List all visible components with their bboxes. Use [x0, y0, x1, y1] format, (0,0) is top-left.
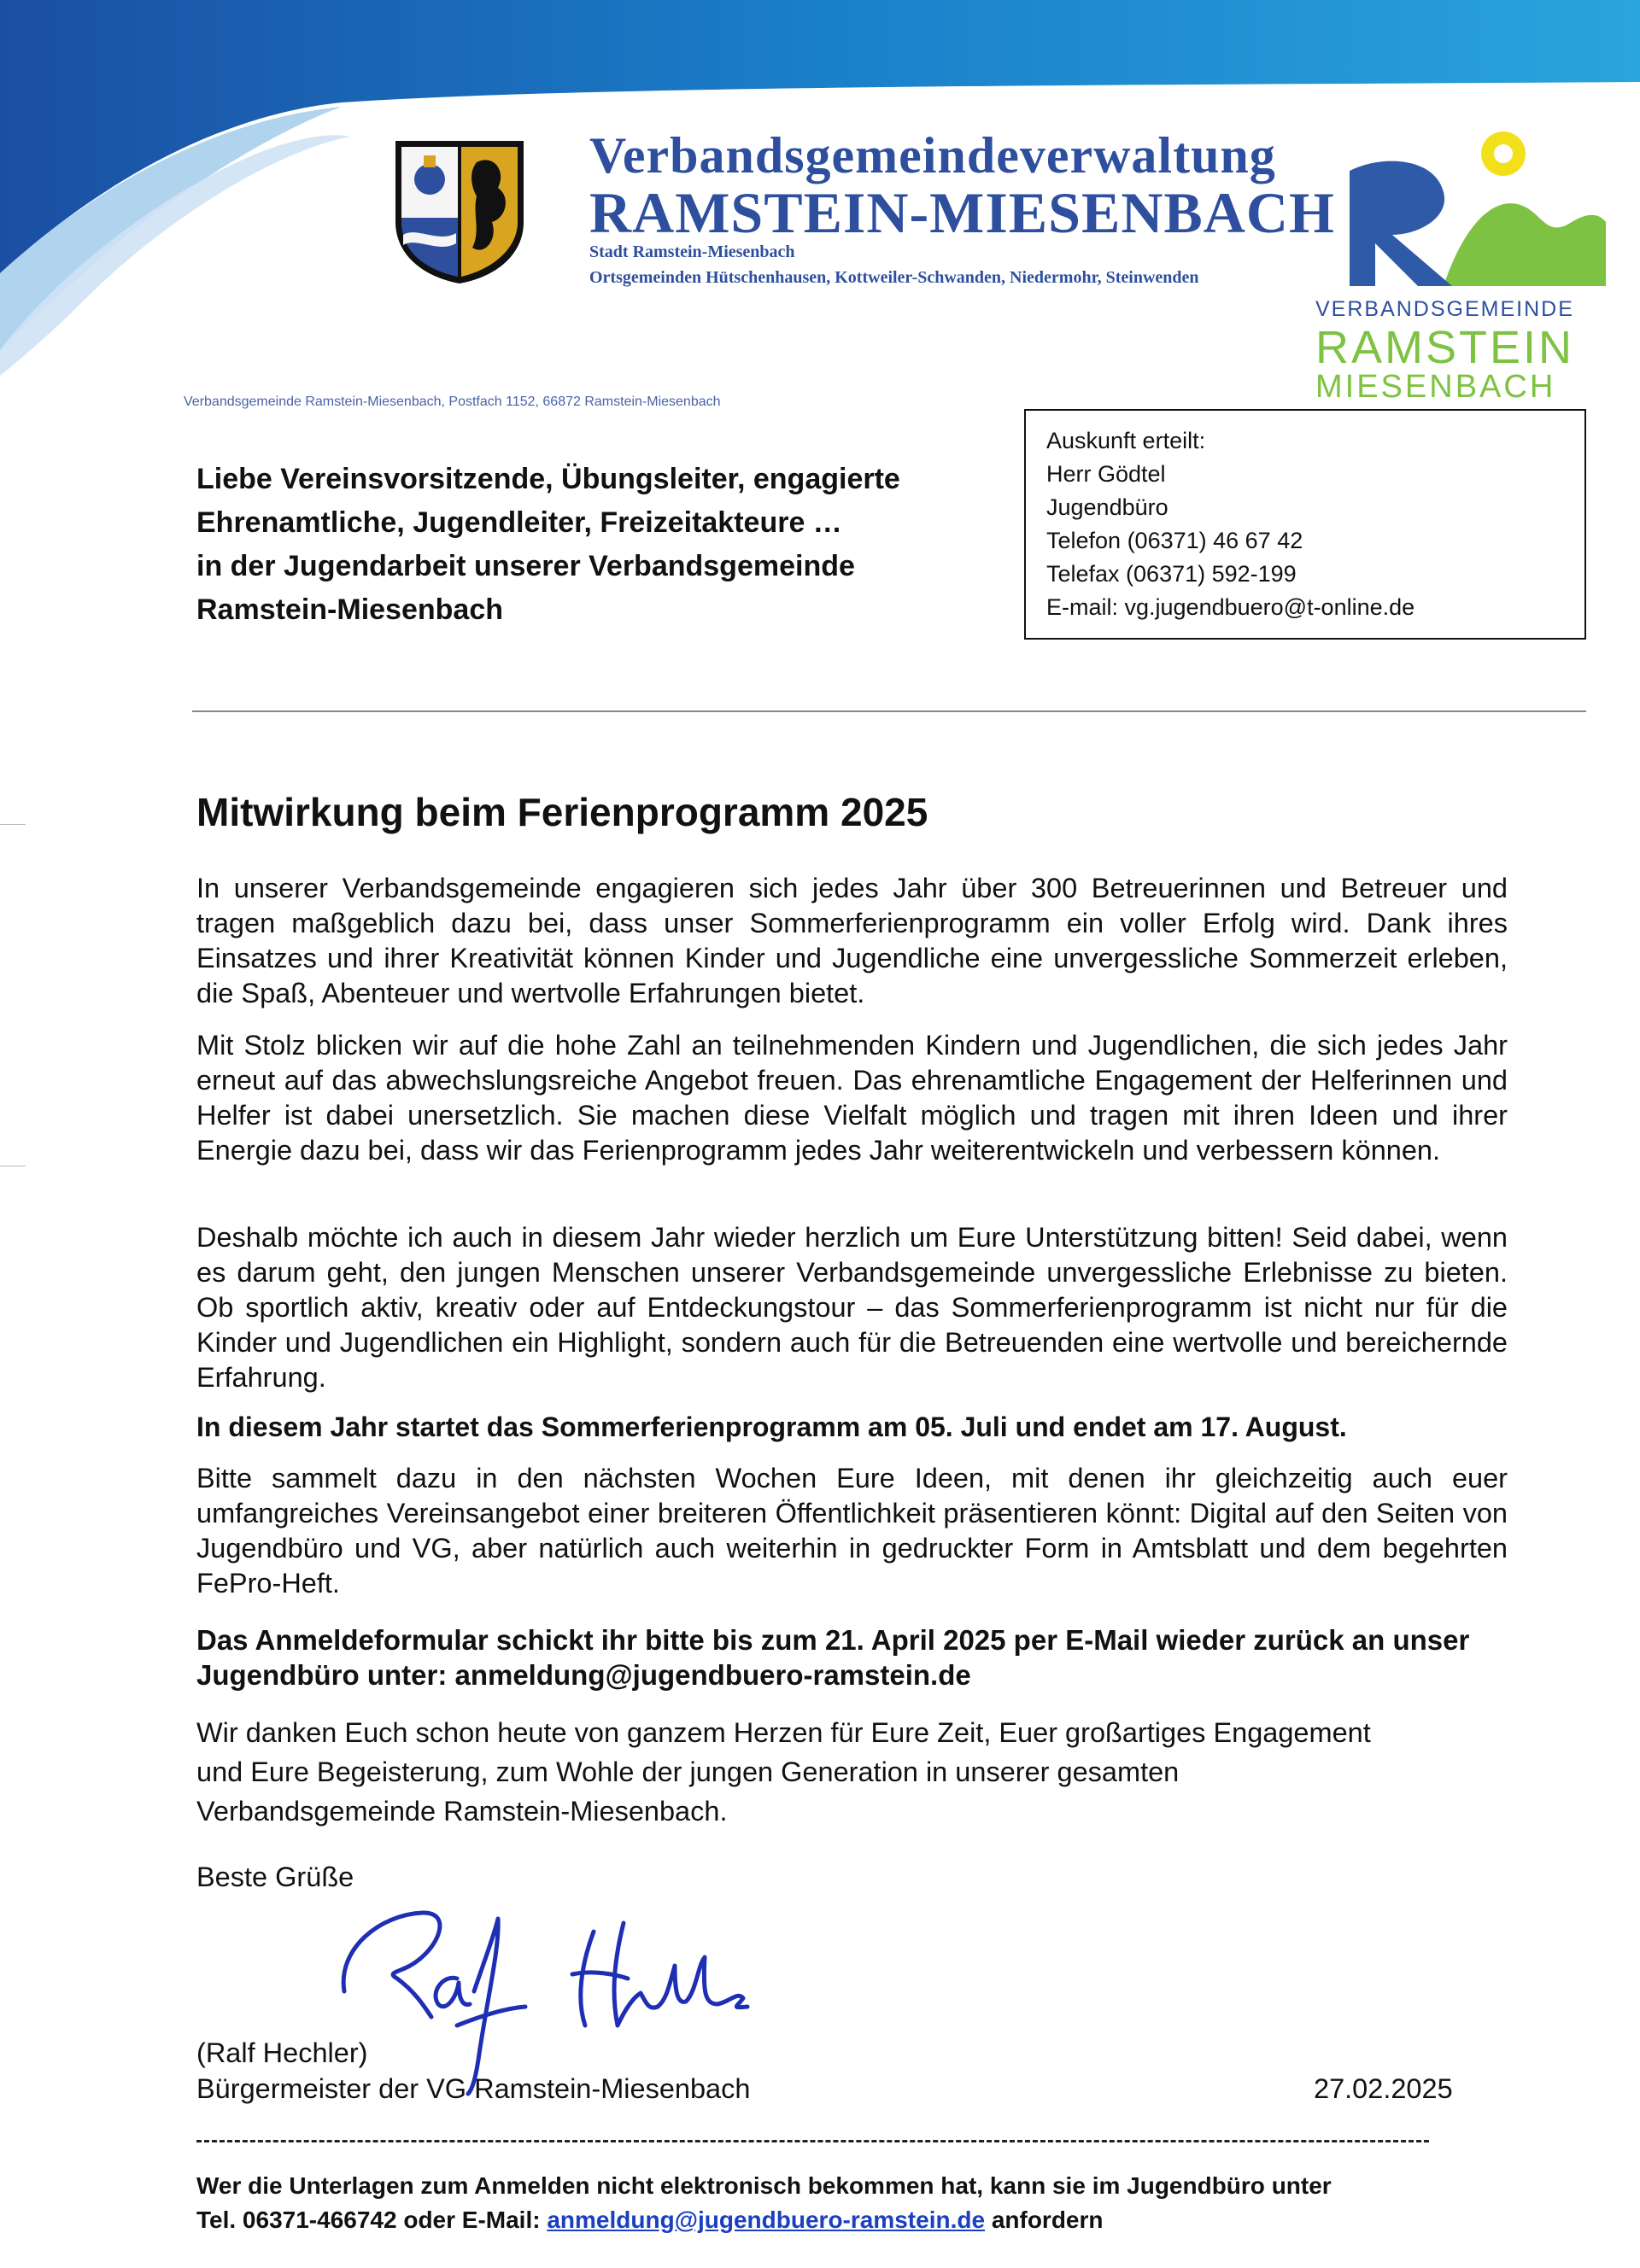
letter-title: Mitwirkung beim Ferienprogramm 2025 — [196, 790, 928, 834]
signature — [329, 1897, 756, 2102]
vg-logo-mark-icon — [1315, 120, 1606, 290]
paragraph-2: Mit Stolz blicken wir auf die hohe Zahl an teilnehmenden Kindern und Jugendlichen, die sich jedes Jahr erneut auf das abwechslungsreiche Angebot freuen. Das ehrenamtliche Engagement der Helferinnen und Helfer ist dabei unersetzlich. Sie machen diese Vielfalt möglich und tragen mit ihren Ideen und ihrer Energie dazu bei, dass wir das Ferienprogramm jedes Jahr weiterentwickeln und verbessern können. — [196, 1030, 1508, 1166]
footer-divider — [196, 2140, 1429, 2142]
recipient-line: Liebe Vereinsvorsitzende, Übungsleiter, engagierte — [196, 463, 900, 495]
footer-line-1: Wer die Unterlagen zum Anmelden nicht elektronisch bekommen hat, kann sie im Jugendbüro unter — [196, 2172, 1332, 2199]
org-main-name: RAMSTEIN-MIESENBACH — [589, 180, 1335, 245]
vg-logo — [1315, 120, 1606, 405]
org-name: Verbandsgemeindeverwaltung — [589, 127, 1276, 184]
signer-name: (Ralf Hechler) — [196, 2037, 368, 2068]
paragraph-3: Deshalb möchte ich auch in diesem Jahr wieder herzlich um Eure Unterstützung bitten! Seid dabei, wenn es darum geht, den jungen Menschen unserer Verbandsgemeinde unvergessliche Erlebnisse zu bieten. Ob sportlich aktiv, kreativ oder auf Entdeckungstour – das Sommerferienprogramm ist nicht nur für die Kinder und Jugendlichen ein Highlight, sondern auch für die Betreuenden eine wertvolle und bereichernde Erfahrung. — [196, 1222, 1508, 1393]
signer-title: Bürgermeister der VG Ramstein-Miesenbach — [196, 2073, 751, 2104]
footer-line-2-prefix: Tel. 06371-466742 oder E-Mail: — [196, 2207, 548, 2233]
contact-phone: Telefon (06371) 46 67 42 — [1046, 528, 1303, 553]
paragraph-thanks — [196, 1713, 1371, 1831]
paragraph-dates: In diesem Jahr startet das Sommerferienprogramm am 05. Juli und endet am 17. August. — [196, 1412, 1347, 1442]
recipient-line: in der Jugendarbeit unserer Verbandsgemeinde — [196, 550, 855, 582]
contact-fax: Telefax (06371) 592-199 — [1046, 561, 1297, 587]
sender-address-line: Verbandsgemeinde Ramstein-Miesenbach, Postfach 1152, 66872 Ramstein-Miesenbach — [184, 395, 721, 409]
letter-date: 27.02.2025 — [1314, 2073, 1453, 2104]
coat-of-arms-icon — [391, 137, 528, 286]
footer-line-2-suffix: anfordern — [985, 2207, 1104, 2233]
vg-logo-line1: VERBANDSGEMEINDE — [1315, 297, 1574, 321]
footer-note — [196, 2169, 1332, 2237]
recipient-line: Ehrenamtliche, Jugendleiter, Freizeitakteure … — [196, 506, 842, 539]
footer-email-link[interactable]: anmeldung@jugendbuero-ramstein.de — [547, 2207, 986, 2233]
org-sub-communities: Ortsgemeinden Hütschenhausen, Kottweiler-Schwanden, Niedermohr, Steinwenden — [589, 268, 1199, 287]
footer-line-2 — [196, 2203, 1332, 2237]
paragraph-1: In unserer Verbandsgemeinde engagieren sich jedes Jahr über 300 Betreuerinnen und Betreuer und tragen maßgeblich dazu bei, dass unser Sommerferienprogramm ein voller Erfolg wird. Dank ihres Einsatzes und ihrer Kreativität können Kinder und Jugendliche eine unvergessliche Sommerzeit erleben, die Spaß, Abenteuer und wertvolle Erfahrungen bietet. — [196, 873, 1508, 1008]
paragraph-deadline: Das Anmeldeformular schickt ihr bitte bis zum 21. April 2025 per E-Mail wieder zurück an unser Jugendbüro unter: anmeldung@jugendbuero-ramstein.de — [196, 1624, 1470, 1691]
paragraph-5: Bitte sammelt dazu in den nächsten Wochen Eure Ideen, mit denen ihr gleichzeitig auch euer umfangreiches Vereinsangebot einer breiteren Öffentlichkeit präsentieren könnt: Digital auf den Seiten von Jugendbüro und VG, aber natürlich auch weiterhin in gedruckter Form in Amtsblatt und dem begehrten FePro-Heft. — [196, 1463, 1508, 1599]
vg-logo-line2: RAMSTEIN — [1315, 322, 1575, 373]
closing: Beste Grüße — [196, 1862, 354, 1892]
contact-email: E-mail: vg.jugendbuero@t-online.de — [1046, 594, 1415, 620]
contact-name: Herr Gödtel — [1046, 461, 1166, 487]
thanks-line: und Eure Begeisterung, zum Wohle der jungen Generation in unserer gesamten — [196, 1757, 1180, 1787]
thanks-line: Verbandsgemeinde Ramstein-Miesenbach. — [196, 1796, 728, 1827]
contact-heading: Auskunft erteilt: — [1046, 428, 1206, 453]
contact-box — [1024, 409, 1586, 640]
thanks-line: Wir danken Euch schon heute von ganzem Herzen für Eure Zeit, Euer großartiges Engagement — [196, 1717, 1371, 1748]
recipient-block — [196, 458, 1016, 632]
org-sub-town: Stadt Ramstein-Miesenbach — [589, 243, 795, 261]
fold-mark — [0, 824, 26, 825]
divider — [192, 710, 1586, 712]
recipient-line: Ramstein-Miesenbach — [196, 593, 503, 626]
contact-dept: Jugendbüro — [1046, 494, 1168, 520]
vg-logo-line3: MIESENBACH — [1315, 369, 1556, 405]
